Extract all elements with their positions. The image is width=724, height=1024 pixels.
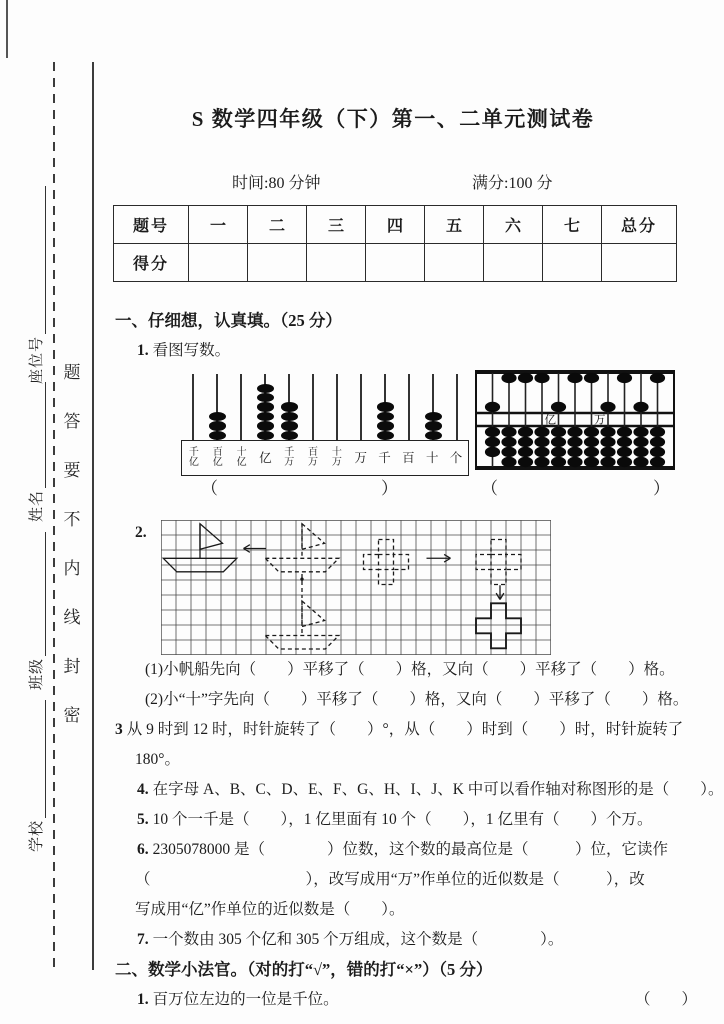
question-6-line3: 写成用“亿”作单位的近似数是（ ）。 (135, 901, 405, 918)
question-6-number: 6. (137, 841, 149, 858)
answer-bracket-open-right: （ (481, 479, 498, 498)
place-label-char: 万 (331, 457, 342, 468)
seal-warning-char: 答 (63, 412, 81, 431)
suanpan-earth-bead (600, 437, 615, 447)
question-3-text: 从 9 时到 12 时，时针旋转了（ ）°，从（ ）时到（ ）时，时针旋转了 (126, 721, 684, 738)
question-5-line (115, 805, 711, 835)
suanpan-earth-bead (617, 437, 632, 447)
suanpan-earth-bead (633, 437, 648, 447)
suanpan-earth-bead (534, 437, 549, 447)
question-4-text: 在字母 A、B、C、D、E、F、G、H、I、J、K 中可以看作轴对称图形的是（ ）。 (152, 781, 724, 798)
question-5-number: 5. (137, 811, 149, 828)
score-row-label: 得分 (114, 244, 189, 282)
suanpan-heaven-bead (584, 373, 599, 383)
suanpan-earth-bead (567, 437, 582, 447)
suanpan-earth-bead (551, 427, 566, 437)
seal-warning-text (62, 358, 82, 726)
abacus-bead (209, 431, 226, 440)
question-6-line1 (115, 835, 711, 865)
seat-number-label: 座位号 (29, 335, 45, 384)
school-field (24, 700, 46, 852)
place-label-char: 百 (308, 446, 319, 458)
rod-abacus-beads (181, 374, 469, 440)
abacus-rod (181, 374, 205, 440)
abacus-bead (377, 412, 394, 421)
suanpan-heaven-bead (600, 402, 615, 412)
place-label-char: 百 (402, 450, 415, 465)
abacus-bead (281, 421, 298, 430)
place-label-char: 十 (331, 446, 342, 458)
suanpan-earth-bead (567, 447, 582, 457)
abacus-bead (257, 421, 274, 430)
student-name-field (24, 382, 46, 522)
question-4-number: 4. (137, 781, 149, 798)
plus-cross-shape (476, 540, 521, 585)
seal-dashed-line (53, 62, 55, 970)
class-label: 班级 (29, 657, 45, 690)
suanpan-earth-bead (567, 457, 582, 467)
seal-warning-char: 不 (63, 510, 81, 529)
seal-solid-line (92, 62, 94, 970)
abacus-rod (253, 374, 277, 440)
score-cell-empty (425, 244, 484, 282)
suanpan-earth-bead (485, 427, 500, 437)
student-name-blank-line (41, 382, 46, 488)
place-label-个 (444, 441, 468, 475)
place-label-char: 千 (378, 450, 391, 465)
place-value-rod-abacus (181, 374, 469, 476)
suanpan-earth-bead (518, 427, 533, 437)
seat-number-blank-line (41, 186, 46, 334)
abacus-bead (257, 412, 274, 421)
abacus-bead (257, 393, 274, 402)
suanpan-earth-bead (534, 447, 549, 457)
question-7-text: 一个数由 305 个亿和 305 个万组成，这个数是（ ）。 (152, 931, 564, 948)
answer-bracket-open-left: （ (201, 479, 218, 498)
place-label-百亿 (206, 441, 230, 475)
answer-bracket-close-left: ） (381, 479, 398, 498)
place-label-char: 百 (212, 446, 223, 458)
place-label-万 (349, 441, 373, 475)
abacus-rod-line (240, 374, 242, 440)
score-cell-empty (543, 244, 602, 282)
suanpan-earth-bead (518, 457, 533, 467)
abacus-bead (209, 421, 226, 430)
suanpan-earth-bead (617, 457, 632, 467)
suanpan-earth-bead (584, 427, 599, 437)
score-cell-empty (602, 244, 677, 282)
question-3-number: 3 (115, 721, 123, 738)
score-table-col-1: 一 (189, 206, 248, 244)
seal-warning-char: 封 (63, 657, 81, 676)
score-table-col-4: 四 (366, 206, 425, 244)
section-two-question-1 (115, 985, 711, 1015)
seal-warning-char: 内 (63, 559, 81, 578)
suanpan-earth-bead (501, 427, 516, 437)
suanpan-heaven-bead (485, 402, 500, 412)
question-1-text: 看图写数。 (152, 342, 231, 359)
place-label-char: 亿 (236, 457, 247, 468)
suanpan-earth-bead (518, 447, 533, 457)
suanpan-earth-bead (617, 427, 632, 437)
suanpan-beam-label-万: 万 (594, 414, 606, 427)
place-label-千万 (277, 441, 301, 475)
abacus-rod (397, 374, 421, 440)
place-label-百 (396, 441, 420, 475)
question-6-line2: （ ），改写成用“万”作单位的近似数是（ ），改 (135, 871, 645, 888)
abacus-rod-line (360, 374, 362, 440)
suanpan-earth-bead (551, 437, 566, 447)
suanpan-earth-bead (600, 447, 615, 457)
suanpan-heaven-bead (633, 402, 648, 412)
place-label-千亿 (182, 441, 206, 475)
score-cell-empty (189, 244, 248, 282)
place-label-char: 个 (449, 450, 463, 465)
abacus-rod (301, 374, 325, 440)
question-2-sub2: (2)小“十”字先向（ ）平移了（ ）格，又向（ ）平移了（ ）格。 (145, 691, 689, 708)
seat-number-field (24, 186, 46, 384)
abacus-bead (425, 431, 442, 440)
translation-grid-figure (161, 520, 551, 655)
place-label-char: 万 (354, 450, 367, 465)
place-label-千 (373, 441, 397, 475)
suanpan-earth-bead (551, 457, 566, 467)
question-1-number: 1. (137, 342, 149, 359)
seal-warning-char: 要 (63, 461, 81, 480)
place-label-char: 千 (284, 446, 295, 458)
suanpan-earth-bead (633, 457, 648, 467)
abacus-bead (425, 412, 442, 421)
seal-warning-char: 题 (63, 363, 81, 382)
place-label-char: 亿 (259, 450, 272, 465)
suanpan-earth-bead (650, 437, 665, 447)
place-label-十亿 (230, 441, 254, 475)
suanpan-earth-bead (518, 437, 533, 447)
section-two-q1-number: 1. (137, 991, 149, 1008)
class-blank-line (41, 532, 46, 656)
score-table (113, 205, 677, 282)
place-label-十万 (325, 441, 349, 475)
score-cell-empty (307, 244, 366, 282)
score-table-col-7: 七 (543, 206, 602, 244)
question-4-line (115, 775, 724, 805)
suanpan-heaven-bead (501, 373, 516, 383)
score-table-col-5: 五 (425, 206, 484, 244)
suanpan-heaven-bead (534, 373, 549, 383)
score-cell-empty (366, 244, 425, 282)
abacus-bead (281, 402, 298, 411)
score-cell-empty (484, 244, 543, 282)
abacus-rod (205, 374, 229, 440)
question-7-line (115, 925, 711, 955)
question-2-number: 2. (135, 524, 147, 541)
score-table-header-label: 题号 (114, 206, 189, 244)
suanpan-earth-bead (600, 427, 615, 437)
section-two-q1-answer-bracket: （ ） (634, 991, 697, 1008)
abacus-bead (281, 412, 298, 421)
abacus-rod-line (336, 374, 338, 440)
score-table-col-6: 六 (484, 206, 543, 244)
place-label-char: 亿 (212, 457, 223, 468)
score-table-col-2: 二 (248, 206, 307, 244)
abacus-bead (377, 402, 394, 411)
place-label-char: 万 (308, 457, 319, 468)
suanpan-earth-bead (584, 457, 599, 467)
abacus-rod-line (192, 374, 194, 440)
score-table-col-3: 三 (307, 206, 366, 244)
student-name-label: 姓名 (29, 489, 45, 522)
suanpan-earth-bead (650, 427, 665, 437)
question-7-number: 7. (137, 931, 149, 948)
place-label-char: 万 (284, 457, 295, 468)
suanpan-heaven-bead (617, 373, 632, 383)
question-3-line1 (115, 715, 711, 745)
abacus-bead (257, 384, 274, 393)
section-two-heading: 二、数学小法官。（对的打“√”，错的打“×”）（5 分） (115, 960, 493, 979)
answer-bracket-close-right: ） (653, 479, 670, 498)
class-field (24, 532, 46, 690)
suanpan-abacus (473, 368, 677, 472)
suanpan-heaven-bead (551, 402, 566, 412)
sailboat-sail (200, 524, 223, 550)
place-label-十 (420, 441, 444, 475)
abacus-bead (257, 402, 274, 411)
suanpan-earth-bead (534, 427, 549, 437)
abacus-rod (421, 374, 445, 440)
abacus-rod-line (456, 374, 458, 440)
question-2-sub1: (1)小帆船先向（ ）平移了（ ）格，又向（ ）平移了（ ）格。 (145, 661, 675, 678)
suanpan-earth-bead (584, 447, 599, 457)
abacus-bead (257, 431, 274, 440)
suanpan-earth-bead (534, 457, 549, 467)
suanpan-earth-bead (567, 427, 582, 437)
seal-warning-char: 线 (63, 608, 81, 627)
suanpan-earth-bead (584, 437, 599, 447)
page-edge-mark (6, 0, 8, 58)
sailboat-hull (265, 636, 339, 650)
abacus-rod (373, 374, 397, 440)
suanpan-heaven-bead (567, 373, 582, 383)
place-label-char: 千 (188, 446, 199, 458)
place-label-char: 十 (236, 446, 247, 458)
suanpan-earth-bead (501, 447, 516, 457)
abacus-bead (281, 431, 298, 440)
suanpan-earth-bead (501, 457, 516, 467)
section-two-q1-text: 百万位左边的一位是千位。 (152, 991, 339, 1008)
full-score-label: 满分:100 分 (472, 175, 553, 192)
question-6-text1: 2305078000 是（ ）位数，这个数的最高位是（ ）位，它读作 (152, 841, 669, 858)
question-5-text: 10 个一千是（ ），1 亿里面有 10 个（ ），1 亿里有（ ）个万。 (152, 811, 653, 828)
suanpan-beam-label-亿: 亿 (544, 414, 556, 427)
suanpan-earth-bead (551, 447, 566, 457)
suanpan-earth-bead (650, 447, 665, 457)
suanpan-earth-bead (485, 437, 500, 447)
suanpan-earth-bead (633, 427, 648, 437)
abacus-rod (277, 374, 301, 440)
time-limit-label: 时间:80 分钟 (232, 175, 321, 192)
place-label-char: 亿 (188, 457, 199, 468)
abacus-rod-line (408, 374, 410, 440)
question-1-figures (115, 368, 711, 514)
sailboat-sail (302, 524, 325, 550)
place-label-char: 十 (425, 450, 439, 465)
paper-info-line (110, 170, 676, 194)
question-3-line2: 180°。 (135, 751, 180, 768)
abacus-rod (325, 374, 349, 440)
abacus-rod (445, 374, 469, 440)
score-table-col-8: 总分 (602, 206, 677, 244)
place-label-亿 (253, 441, 277, 475)
abacus-bead (209, 412, 226, 421)
abacus-bead (377, 431, 394, 440)
suanpan-earth-bead (501, 437, 516, 447)
abacus-bead (377, 421, 394, 430)
sailboat-sail (302, 601, 325, 627)
score-cell-empty (248, 244, 307, 282)
translate-down-dot (300, 578, 303, 581)
school-blank-line (41, 700, 46, 818)
suanpan-earth-bead (633, 447, 648, 457)
school-label: 学校 (29, 819, 45, 852)
question-2-row (115, 518, 711, 655)
suanpan-earth-bead (650, 457, 665, 467)
main-content (115, 306, 724, 1015)
plus-cross-center (491, 555, 506, 570)
suanpan-heaven-bead (518, 373, 533, 383)
suanpan-heaven-bead (650, 373, 665, 383)
suanpan-earth-bead (600, 457, 615, 467)
abacus-rod-line (312, 374, 314, 440)
section-one-heading: 一、仔细想，认真填。（25 分） (115, 311, 342, 330)
question-1-line (115, 336, 711, 366)
suanpan-earth-bead (485, 447, 500, 457)
abacus-bead (425, 421, 442, 430)
abacus-rod (229, 374, 253, 440)
place-label-百万 (301, 441, 325, 475)
suanpan-earth-bead (617, 447, 632, 457)
seal-warning-char: 密 (63, 706, 81, 725)
paper-title: S 数学四年级（下）第一、二单元测试卷 (191, 107, 595, 131)
rod-abacus-place-labels (181, 440, 469, 476)
abacus-rod (349, 374, 373, 440)
